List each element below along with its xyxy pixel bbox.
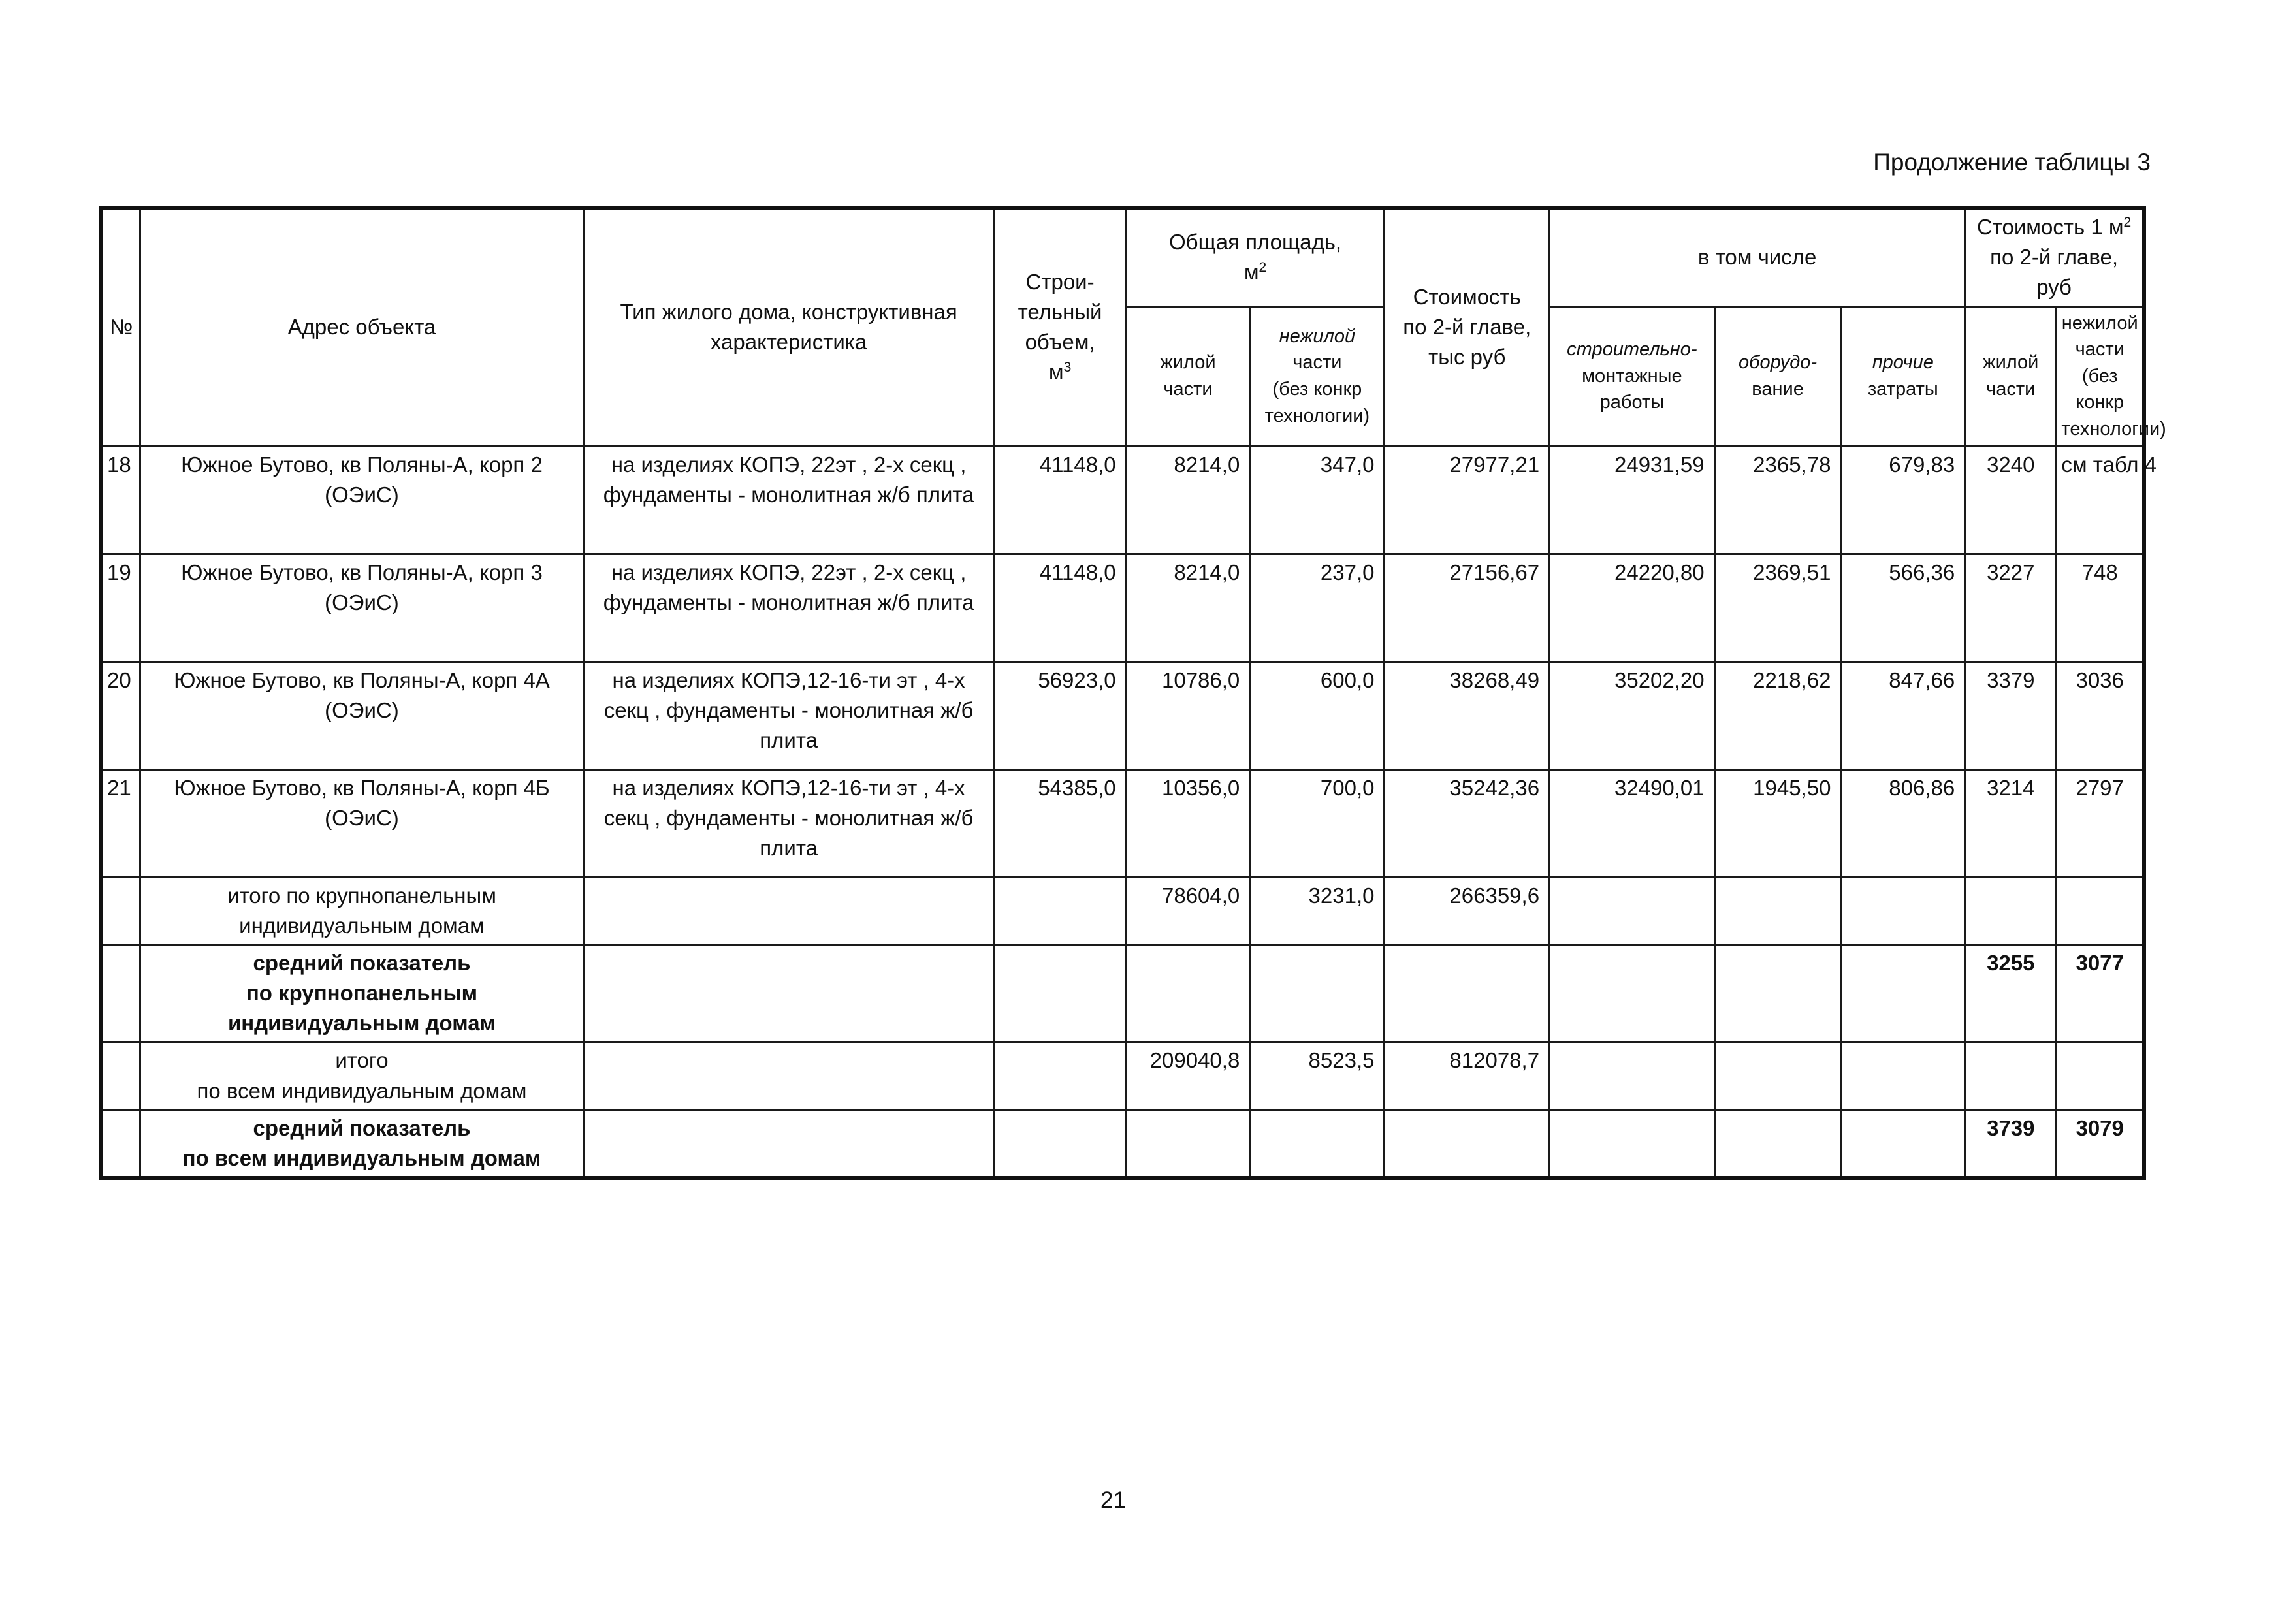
empty-cell [994, 1109, 1126, 1178]
row-type: на изделиях КОПЭ,12-16-ти эт , 4-х секц , фундаменты - монолитная ж/б плита [583, 661, 994, 769]
empty-cell [1841, 877, 1965, 944]
row-other: 679,83 [1841, 446, 1965, 554]
row-volume: 54385,0 [994, 769, 1126, 877]
row-num: 19 [101, 554, 140, 661]
empty-cell [1250, 944, 1385, 1042]
total-all-cost: 812078,7 [1385, 1042, 1550, 1109]
header-volume-sup: 3 [1063, 360, 1072, 375]
total-all-area-nonres: 8523,5 [1250, 1042, 1385, 1109]
row-equip: 2218,62 [1714, 661, 1841, 769]
avg-all-label [140, 1109, 583, 1178]
row-area-res: 8214,0 [1126, 554, 1250, 661]
row-cpm-res: 3227 [1965, 554, 2057, 661]
header-other-line1: прочие [1872, 352, 1934, 374]
header-cpm-res-line1: жилой [1983, 352, 2039, 374]
empty-cell [101, 1042, 140, 1109]
header-cpm-group [1965, 208, 2144, 306]
header-cpm-nonres-line1: нежилой [2061, 312, 2138, 334]
header-row-1 [101, 208, 2144, 306]
row-other: 566,36 [1841, 554, 1965, 661]
avg-panel-label-line2: по крупнопанельным [246, 981, 478, 1006]
total-all-label [140, 1042, 583, 1109]
cost-table [99, 206, 2166, 1180]
avg-all-cpm-nonres: 3079 [2057, 1109, 2144, 1178]
avg-panel-cpm-nonres: 3077 [2057, 944, 2144, 1042]
total-all-label-line2: по всем индивидуальным домам [197, 1078, 527, 1103]
empty-cell [1550, 1042, 1715, 1109]
empty-cell [994, 944, 1126, 1042]
header-constr-line3: работы [1599, 392, 1665, 413]
header-cpm-nonres [2057, 306, 2166, 446]
row-num: 20 [101, 661, 140, 769]
empty-cell [101, 1109, 140, 1178]
header-equip [1714, 306, 1841, 446]
header-volume-line1: Строи- [1025, 269, 1095, 294]
empty-cell [1714, 944, 1841, 1042]
total-panel-label-line1: итого по крупнопанельным [227, 883, 496, 908]
header-area-nonres [1250, 306, 1385, 446]
empty-cell [583, 1109, 994, 1178]
avg-panel-label [140, 944, 583, 1042]
total-all-area-res: 209040,8 [1126, 1042, 1250, 1109]
header-constr-line2: монтажные [1582, 365, 1682, 387]
empty-cell [1550, 877, 1715, 944]
row-volume: 41148,0 [994, 554, 1126, 661]
header-volume [994, 208, 1126, 446]
empty-cell [1841, 1109, 1965, 1178]
header-other [1841, 306, 1965, 446]
total-panel-area-res: 78604,0 [1126, 877, 1250, 944]
page-number: 21 [1100, 1488, 1126, 1513]
row-cost: 38268,49 [1385, 661, 1550, 769]
header-area-nonres-line1: нежилой [1279, 325, 1356, 347]
avg-all-label-line2: по всем индивидуальным домам [182, 1146, 541, 1171]
total-panel-label-line2: индивидуальным домам [239, 913, 485, 938]
header-volume-line2: тельный [1018, 300, 1102, 325]
avg-panel-label-line1: средний показатель [253, 950, 471, 975]
empty-cell [1841, 944, 1965, 1042]
total-panel-label [140, 877, 583, 944]
empty-cell [583, 1042, 994, 1109]
row-other: 847,66 [1841, 661, 1965, 769]
row-num: 21 [101, 769, 140, 877]
empty-cell [2057, 877, 2144, 944]
empty-cell [1385, 944, 1550, 1042]
row-area-nonres: 700,0 [1250, 769, 1385, 877]
header-area-sup: 2 [1259, 260, 1267, 276]
header-cpm-line1: Стоимость 1 м [1976, 215, 2124, 239]
row-type: на изделиях КОПЭ,12-16-ти эт , 4-х секц , фундаменты - монолитная ж/б плита [583, 769, 994, 877]
empty-cell [1550, 944, 1715, 1042]
row-address: Южное Бутово, кв Поляны-А, корп 2 (ОЭиС) [140, 446, 583, 554]
total-panel-cost: 266359,6 [1385, 877, 1550, 944]
empty-cell [1250, 1109, 1385, 1178]
empty-cell [1714, 1109, 1841, 1178]
row-cpm-nonres: 2797 [2057, 769, 2144, 877]
header-address: Адрес объекта [140, 208, 583, 446]
row-cpm-res: 3214 [1965, 769, 2057, 877]
header-area-res [1126, 306, 1250, 446]
table-row [101, 446, 2144, 554]
empty-cell [1841, 1042, 1965, 1109]
row-area-nonres: 237,0 [1250, 554, 1385, 661]
row-type: на изделиях КОПЭ, 22эт , 2-х секц , фундаменты - монолитная ж/б плита [583, 554, 994, 661]
header-other-line2: затраты [1867, 379, 1938, 400]
row-other: 806,86 [1841, 769, 1965, 877]
avg-panel-label-line3: индивидуальным домам [227, 1011, 496, 1036]
empty-cell [1714, 877, 1841, 944]
row-cost: 27977,21 [1385, 446, 1550, 554]
avg-all-row [101, 1109, 2144, 1178]
row-area-nonres: 600,0 [1250, 661, 1385, 769]
header-area-res-line1: жилой [1160, 352, 1216, 374]
row-volume: 56923,0 [994, 661, 1126, 769]
header-equip-line2: вание [1752, 379, 1804, 400]
empty-cell [101, 877, 140, 944]
row-cpm-nonres: см табл 4 [2057, 446, 2144, 554]
header-cpm-line2: по 2-й главе, руб [1990, 245, 2119, 300]
total-panel-row [101, 877, 2144, 944]
row-equip: 2365,78 [1714, 446, 1841, 554]
row-equip: 2369,51 [1714, 554, 1841, 661]
header-area-nonres-line2: части [1292, 352, 1342, 374]
empty-cell [1385, 1109, 1550, 1178]
empty-cell [1965, 1042, 2057, 1109]
header-volume-line3: объем, [1025, 330, 1095, 355]
avg-all-cpm-res: 3739 [1965, 1109, 2057, 1178]
row-address: Южное Бутово, кв Поляны-А, корп 3 (ОЭиС) [140, 554, 583, 661]
header-cpm-res [1965, 306, 2057, 446]
header-volume-unit: м [1048, 360, 1064, 385]
table-caption: Продолжение таблицы 3 [1873, 149, 2151, 176]
table-row [101, 554, 2144, 661]
row-address: Южное Бутово, кв Поляны-А, корп 4А (ОЭиС) [140, 661, 583, 769]
row-cpm-res: 3240 [1965, 446, 2057, 554]
row-volume: 41148,0 [994, 446, 1126, 554]
empty-cell [1126, 944, 1250, 1042]
header-area-nonres-line3: (без конкр технологии) [1264, 379, 1370, 426]
row-area-res: 10786,0 [1126, 661, 1250, 769]
row-area-nonres: 347,0 [1250, 446, 1385, 554]
header-cost-line3: тыс руб [1428, 345, 1506, 370]
header-cpm-sup: 2 [2123, 215, 2132, 230]
header-area-label: Общая площадь, [1169, 230, 1342, 255]
header-num: № [101, 208, 140, 446]
row-cpm-nonres: 748 [2057, 554, 2144, 661]
row-num: 18 [101, 446, 140, 554]
table-row [101, 661, 2144, 769]
row-constr: 24220,80 [1550, 554, 1715, 661]
row-constr: 35202,20 [1550, 661, 1715, 769]
empty-cell [1965, 877, 2057, 944]
empty-cell [583, 944, 994, 1042]
total-all-label-line1: итого [335, 1048, 389, 1073]
header-cpm-nonres-line2: части [2075, 339, 2125, 360]
row-type: на изделиях КОПЭ, 22эт , 2-х секц , фундаменты - монолитная ж/б плита [583, 446, 994, 554]
total-panel-area-nonres: 3231,0 [1250, 877, 1385, 944]
header-type: Тип жилого дома, конструктивная характеристика [583, 208, 994, 446]
row-constr: 32490,01 [1550, 769, 1715, 877]
cost-table-container [99, 206, 2166, 1180]
empty-cell [583, 877, 994, 944]
row-cpm-nonres: 3036 [2057, 661, 2144, 769]
header-cost [1385, 208, 1550, 446]
row-cost: 27156,67 [1385, 554, 1550, 661]
row-area-res: 8214,0 [1126, 446, 1250, 554]
header-cpm-res-line2: части [1986, 379, 2036, 400]
header-equip-line1: оборудо- [1739, 352, 1818, 374]
header-constr-line1: строительно- [1567, 339, 1697, 360]
avg-panel-row [101, 944, 2144, 1042]
header-area-unit: м [1243, 260, 1259, 285]
empty-cell [1714, 1042, 1841, 1109]
empty-cell [994, 877, 1126, 944]
avg-panel-cpm-res: 3255 [1965, 944, 2057, 1042]
row-cpm-res: 3379 [1965, 661, 2057, 769]
row-constr: 24931,59 [1550, 446, 1715, 554]
header-constr [1550, 306, 1715, 446]
row-equip: 1945,50 [1714, 769, 1841, 877]
total-all-row [101, 1042, 2144, 1109]
header-incl-group: в том числе [1550, 208, 1965, 306]
table-row [101, 769, 2144, 877]
header-cpm-nonres-line3: (без конкр технологии) [2061, 365, 2166, 439]
empty-cell [994, 1042, 1126, 1109]
header-area-res-line2: части [1163, 379, 1213, 400]
row-address: Южное Бутово, кв Поляны-А, корп 4Б (ОЭиС) [140, 769, 583, 877]
empty-cell [1126, 1109, 1250, 1178]
header-cost-line2: по 2-й главе, [1403, 315, 1531, 340]
row-area-res: 10356,0 [1126, 769, 1250, 877]
header-area-group [1126, 208, 1385, 306]
empty-cell [1550, 1109, 1715, 1178]
empty-cell [2057, 1042, 2144, 1109]
header-cost-line1: Стоимость [1413, 284, 1521, 309]
avg-all-label-line1: средний показатель [253, 1115, 471, 1140]
empty-cell [101, 944, 140, 1042]
row-cost: 35242,36 [1385, 769, 1550, 877]
